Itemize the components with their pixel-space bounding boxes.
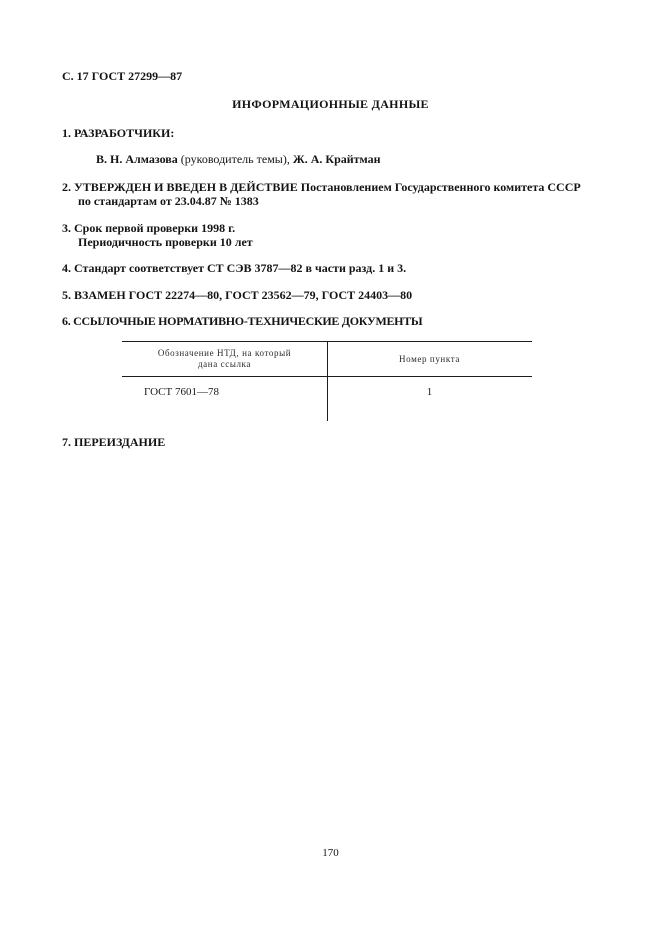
table-header-designation-line2: дана ссылка	[198, 359, 251, 369]
section-references-heading: 6. ССЫЛОЧНЫЕ НОРМАТИВНО-ТЕХНИЧЕСКИЕ ДОКУМЕНТЫ	[62, 314, 423, 328]
section-reissue: 7. ПЕРЕИЗДАНИЕ	[62, 435, 166, 449]
section-approval-line2: по стандартам от 23.04.87 № 1383	[78, 194, 259, 208]
developer-name-2: Ж. А. Крайтман	[292, 152, 381, 166]
section-inspection-line2: Периодичность проверки 10 лет	[78, 235, 253, 249]
table-header-designation-line1: Обозначение НТД, на который	[157, 348, 292, 358]
developers-line	[96, 152, 381, 166]
table-column-divider	[327, 341, 328, 421]
section-replaces: 5. ВЗАМЕН ГОСТ 22274—80, ГОСТ 23562—79, ГОСТ 24403—80	[62, 288, 413, 302]
section-compliance: 4. Стандарт соответствует СТ СЭВ 3787—82 в части разд. 1 и 3.	[62, 261, 407, 275]
developer-role-1: (руководитель темы),	[177, 152, 293, 166]
document-title: ИНФОРМАЦИОННЫЕ ДАННЫЕ	[232, 97, 429, 111]
table-cell-designation: ГОСТ 7601—78	[144, 386, 219, 398]
developer-name-1: В. Н. Алмазова	[96, 152, 178, 166]
page-header: С. 17 ГОСТ 27299—87	[62, 69, 183, 83]
page-number: 170	[322, 847, 339, 859]
table-header-item-number: Номер пункта	[399, 354, 460, 364]
references-table	[122, 341, 532, 421]
table-cell-item-number: 1	[426, 386, 433, 398]
section-inspection-line1: 3. Срок первой проверки 1998 г.	[62, 221, 236, 235]
table-header-designation	[122, 348, 327, 370]
section-approval-line1: 2. УТВЕРЖДЕН И ВВЕДЕН В ДЕЙСТВИЕ Постановлением Государственного комитета СССР	[62, 180, 581, 194]
section-developers-heading: 1. РАЗРАБОТЧИКИ:	[62, 126, 175, 140]
